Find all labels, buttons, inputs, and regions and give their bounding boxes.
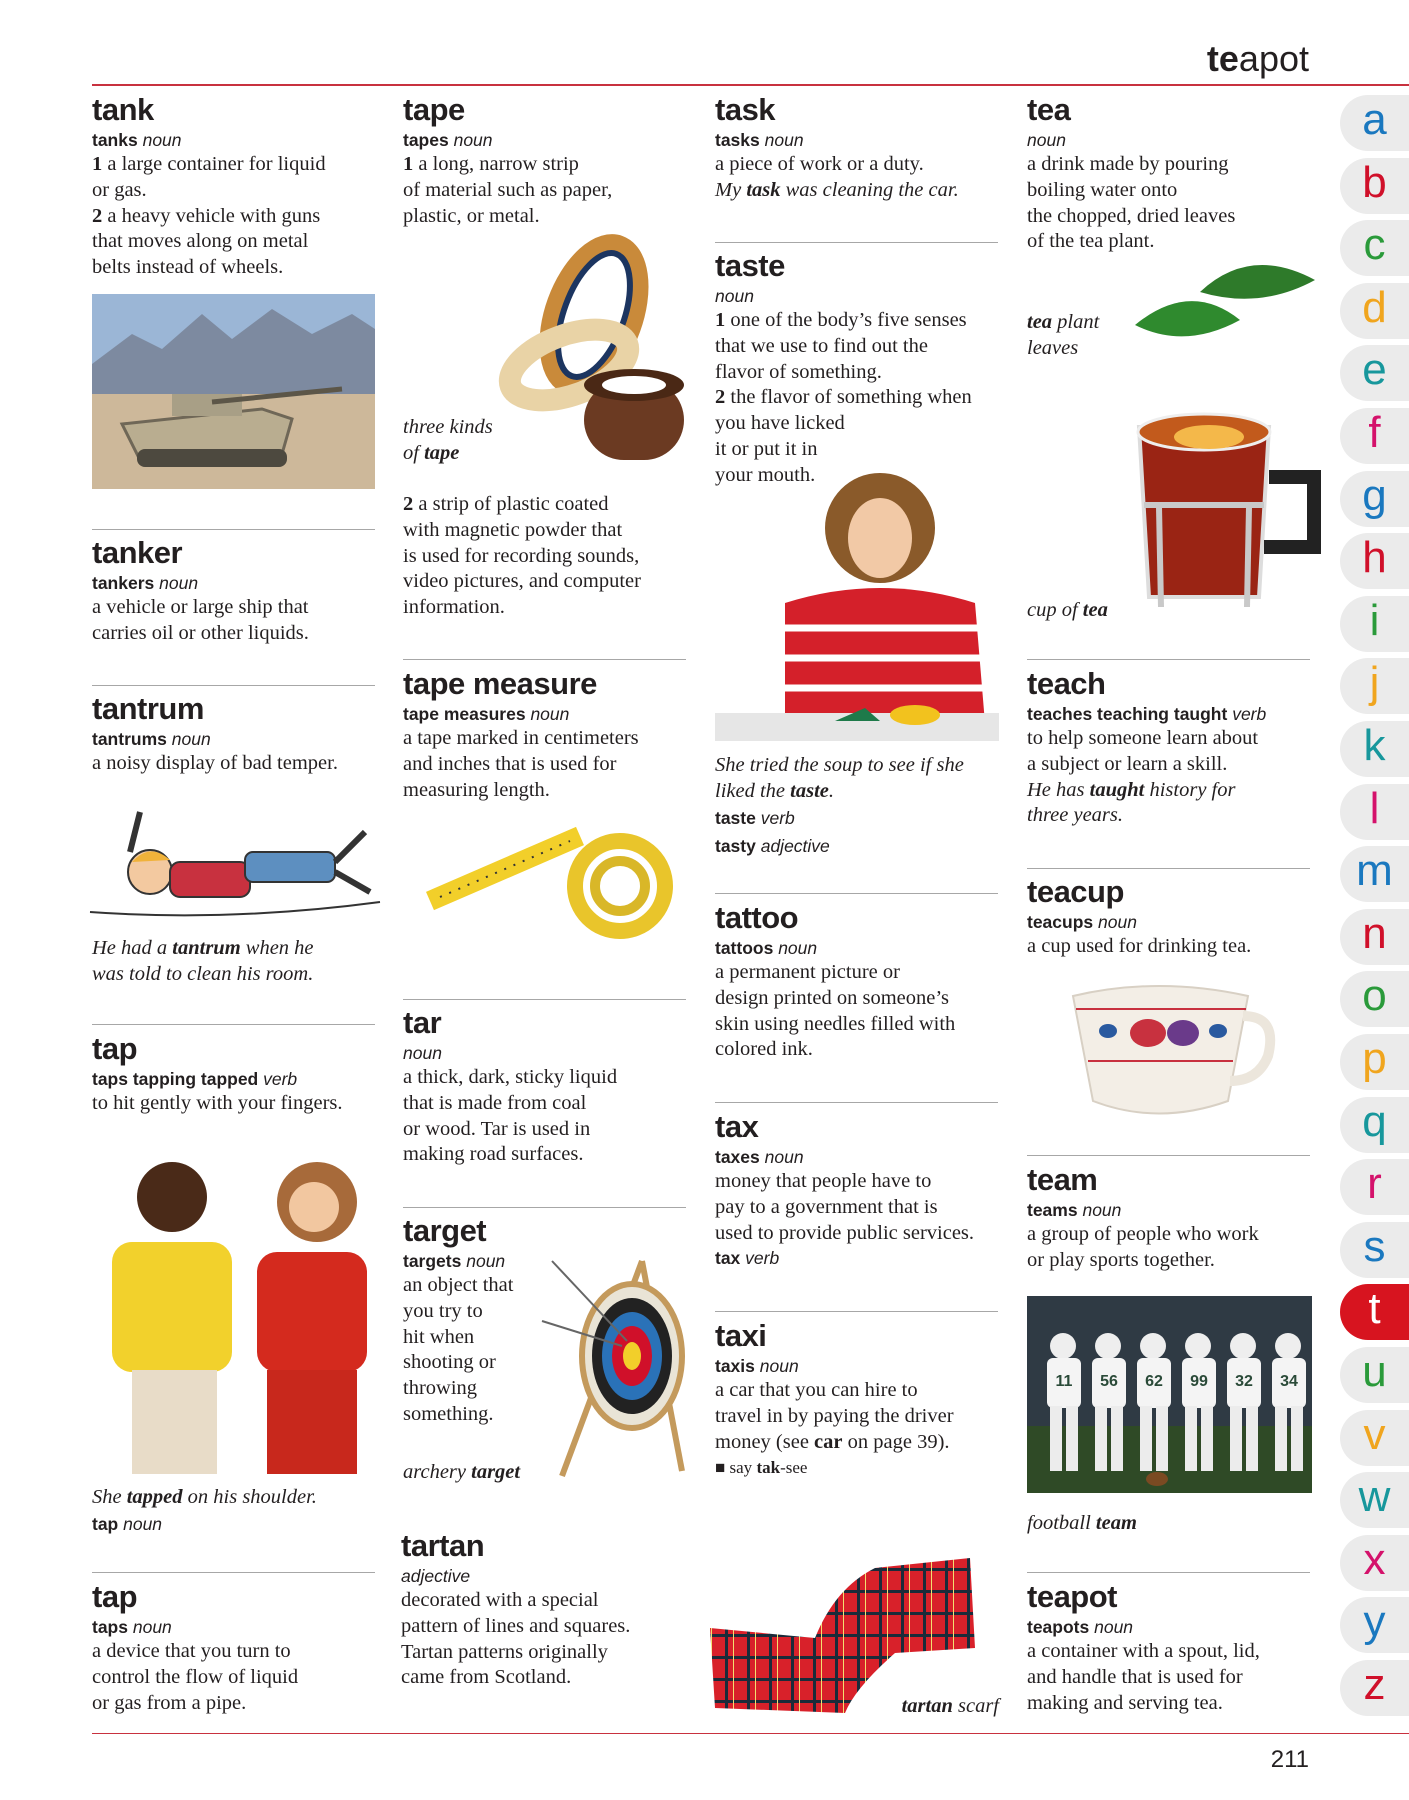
text-segment: tea — [1027, 311, 1053, 333]
inflections — [92, 727, 382, 751]
tap-noun-form — [92, 1512, 162, 1538]
definition — [403, 152, 693, 229]
inflections — [403, 1041, 693, 1065]
tab-letter-o[interactable]: o — [1340, 971, 1409, 1027]
definition — [92, 751, 382, 777]
entry-tape-measure — [403, 666, 693, 803]
text-segment: when he was told to clean his room. — [92, 937, 314, 985]
text-segment: taste — [790, 779, 829, 802]
part-of-speech: noun — [764, 1147, 804, 1167]
text-segment: My — [715, 178, 747, 201]
top-rule — [92, 84, 1409, 86]
guide-word-bold: te — [1206, 38, 1239, 79]
text-segment: a thick, dark, sticky liquid that is made from coal or wood. Tar is used in making road surfaces. — [403, 1066, 618, 1166]
entry-taxi — [715, 1318, 1005, 1481]
text-segment: a permanent picture or design printed on someone’s skin using needles filled with colored ink. — [715, 961, 956, 1061]
measuring-tape-photo — [420, 821, 680, 946]
tab-letter-s[interactable]: s — [1340, 1222, 1409, 1278]
text-segment: She tried the soup to see if she liked the — [715, 754, 964, 802]
divider — [715, 1311, 998, 1312]
definition — [715, 1455, 1005, 1481]
definition — [1027, 1639, 1317, 1716]
text-segment: tea — [1082, 599, 1108, 621]
text-segment: target — [471, 1461, 521, 1483]
definition — [715, 1246, 1005, 1270]
part-of-speech: noun — [715, 286, 754, 306]
text-segment: plant leaves — [1027, 311, 1100, 359]
word-forms: teaches teaching taught — [1027, 704, 1228, 724]
tab-letter-k[interactable]: k — [1340, 721, 1409, 777]
text-segment: tasty — [715, 836, 756, 856]
entry-team — [1027, 1162, 1317, 1274]
headword: tanker — [92, 535, 183, 570]
jersey-number: 62 — [1145, 1373, 1163, 1390]
tape-sense-2 — [403, 492, 641, 621]
text-segment: verb — [755, 808, 795, 828]
part-of-speech: noun — [171, 729, 211, 749]
inflections — [403, 1249, 693, 1273]
entry-teapot — [1027, 1579, 1317, 1716]
tab-letter-x[interactable]: x — [1340, 1535, 1409, 1591]
text-segment: ■ say — [715, 1458, 757, 1478]
text-segment: -see — [780, 1458, 808, 1478]
headword: team — [1027, 1162, 1098, 1197]
inflections — [92, 128, 382, 152]
headword: teach — [1027, 666, 1106, 701]
text-segment: scarf — [952, 1695, 999, 1717]
inflections — [715, 936, 1005, 960]
entry-teach — [1027, 666, 1317, 829]
divider — [715, 1102, 998, 1103]
part-of-speech: noun — [530, 704, 570, 724]
definition — [1027, 934, 1317, 960]
word-forms: tattoos — [715, 938, 774, 958]
text-segment: to help someone learn about a subject or learn a skill. — [1027, 727, 1259, 775]
inflections — [92, 1067, 382, 1091]
divider — [1027, 1155, 1310, 1156]
text-segment: team — [1095, 1512, 1137, 1534]
part-of-speech: noun — [466, 1251, 506, 1271]
inflections — [715, 128, 1005, 152]
inflections — [1027, 702, 1317, 726]
headword: tap — [92, 1579, 137, 1614]
headword: tartan — [401, 1528, 485, 1563]
headword: tape — [403, 92, 465, 127]
text-segment: taste — [715, 808, 756, 828]
page-number: 211 — [1270, 1746, 1309, 1773]
text-segment: a tape marked in centimeters and inches that is used for measuring length. — [403, 727, 639, 801]
text-segment: the flavor of something when you have licked it or put it in your mouth. — [715, 386, 972, 486]
guide-word — [1207, 38, 1309, 80]
word-forms: taps tapping tapped — [92, 1069, 259, 1089]
text-segment: a container with a spout, lid, and handle that is used for making and serving tea. — [1027, 1640, 1260, 1714]
inflections — [401, 1564, 691, 1588]
headword: taste — [715, 248, 785, 283]
text-segment: a drink made by pouring boiling water onto the chopped, dried leaves of the tea plant. — [1027, 153, 1236, 253]
definition — [1027, 778, 1317, 830]
text-segment: tantrum — [172, 937, 241, 959]
text-segment: tap — [92, 1514, 119, 1534]
text-segment: 1 — [403, 153, 414, 175]
text-segment: a strip of plastic coated with magnetic powder that is used for recording sounds, video pictures, and computer information. — [403, 493, 641, 619]
text-segment: a large container for liquid or gas. — [92, 153, 326, 201]
definition — [715, 308, 1005, 385]
team-caption — [1027, 1511, 1137, 1537]
part-of-speech: noun — [453, 130, 493, 150]
divider — [1027, 659, 1310, 660]
inflections — [715, 1354, 1005, 1378]
text-segment: a car that you can hire to travel in by paying the driver money (see — [715, 1379, 954, 1453]
headword: taxi — [715, 1318, 767, 1353]
word-forms: taxes — [715, 1147, 760, 1167]
word-forms: teacups — [1027, 912, 1094, 932]
tab-letter-j[interactable]: j — [1340, 658, 1409, 714]
tea-leaves-photo — [1130, 250, 1330, 360]
bottom-rule — [92, 1733, 1409, 1734]
part-of-speech: noun — [759, 1356, 799, 1376]
headword: teapot — [1027, 1579, 1117, 1614]
text-segment: She — [92, 1486, 127, 1508]
definition — [403, 1065, 693, 1168]
word-forms: tape measures — [403, 704, 526, 724]
part-of-speech: adjective — [401, 1566, 471, 1586]
definition — [92, 1091, 382, 1117]
entry-taste — [715, 248, 1005, 489]
inflections — [715, 284, 1005, 308]
divider — [92, 685, 375, 686]
tab-letter-i[interactable]: i — [1340, 596, 1409, 652]
divider — [715, 242, 998, 243]
headword: tea — [1027, 92, 1071, 127]
tantrum-illustration — [80, 792, 385, 932]
divider — [92, 1024, 375, 1025]
text-segment: an object that you try to hit when shooting or throwing something. — [403, 1274, 514, 1425]
jersey-number: 56 — [1100, 1373, 1118, 1390]
tab-letter-c[interactable]: c — [1340, 220, 1409, 276]
entry-tank — [92, 92, 382, 281]
word-forms: tankers — [92, 573, 155, 593]
definition — [715, 1378, 1005, 1455]
text-segment: football — [1027, 1512, 1096, 1534]
divider — [92, 529, 375, 530]
word-forms: taps — [92, 1617, 128, 1637]
text-segment: tak — [756, 1458, 781, 1478]
cup-of-tea-photo — [1119, 407, 1329, 612]
tab-letter-g[interactable]: g — [1340, 471, 1409, 527]
text-segment: 2 — [92, 204, 103, 227]
tab-letter-y[interactable]: y — [1340, 1597, 1409, 1653]
text-segment: tax — [715, 1248, 741, 1269]
entry-tantrum — [92, 691, 382, 777]
cup-of-tea-caption — [1027, 598, 1108, 624]
headword: tank — [92, 92, 154, 127]
tab-letter-b[interactable]: b — [1340, 158, 1409, 214]
text-segment: He has — [1027, 778, 1090, 801]
girl-tasting-photo — [715, 453, 999, 741]
definition — [715, 152, 1005, 178]
entry-teacup — [1027, 874, 1317, 960]
target-caption — [403, 1460, 520, 1486]
headword: tar — [403, 1005, 442, 1040]
text-segment: on his shoulder. — [182, 1486, 317, 1508]
tap-caption — [92, 1485, 317, 1511]
text-segment: adjective — [755, 836, 830, 856]
divider — [1027, 868, 1310, 869]
tab-letter-r[interactable]: r — [1340, 1159, 1409, 1215]
teacup-photo — [1068, 981, 1278, 1126]
entry-target — [403, 1213, 693, 1428]
divider — [403, 999, 686, 1000]
headword: tap — [92, 1031, 137, 1066]
part-of-speech: noun — [403, 1043, 442, 1063]
tantrum-caption — [92, 936, 314, 988]
entry-tartan — [401, 1528, 691, 1691]
tab-letter-m[interactable]: m — [1340, 846, 1409, 902]
text-segment: cup of — [1027, 599, 1083, 621]
tab-letter-h[interactable]: h — [1340, 533, 1409, 589]
definition — [715, 1169, 1005, 1246]
definition — [1027, 1222, 1317, 1274]
headword: teacup — [1027, 874, 1124, 909]
word-forms: teapots — [1027, 1617, 1090, 1637]
entry-tattoo — [715, 900, 1005, 1063]
part-of-speech: noun — [159, 573, 199, 593]
tab-letter-l[interactable]: l — [1340, 784, 1409, 840]
part-of-speech: verb — [263, 1069, 298, 1089]
text-segment: money that people have to pay to a government that is used to provide public services. — [715, 1170, 975, 1244]
definition — [92, 204, 382, 281]
jersey-number: 34 — [1280, 1373, 1298, 1390]
definition — [92, 152, 382, 204]
headword: tax — [715, 1109, 759, 1144]
part-of-speech: noun — [1094, 1617, 1134, 1637]
headword: tantrum — [92, 691, 204, 726]
text-segment: 1 — [92, 153, 103, 175]
part-of-speech: verb — [1232, 704, 1267, 724]
guide-word-rest: apot — [1238, 38, 1309, 79]
divider — [92, 1572, 375, 1573]
definition — [715, 178, 1005, 204]
football-team-photo — [1027, 1296, 1312, 1493]
text-segment: taught — [1089, 778, 1145, 801]
divider — [715, 893, 998, 894]
divider — [403, 659, 686, 660]
entry-tape — [403, 92, 693, 229]
tab-letter-t[interactable]: t — [1340, 1284, 1409, 1340]
definition — [403, 1273, 693, 1428]
text-segment: to hit gently with your fingers. — [92, 1092, 343, 1114]
text-segment: a piece of work or a duty. — [715, 153, 924, 175]
tab-letter-v[interactable]: v — [1340, 1410, 1409, 1466]
word-forms: tasks — [715, 130, 760, 150]
headword: tape measure — [403, 666, 597, 701]
tartan-caption — [889, 1694, 999, 1720]
definition — [1027, 152, 1317, 255]
headword: target — [403, 1213, 487, 1248]
definition — [1027, 726, 1317, 778]
text-segment: noun — [118, 1514, 163, 1534]
inflections — [403, 702, 693, 726]
word-forms: taxis — [715, 1356, 755, 1376]
part-of-speech: noun — [1082, 1200, 1122, 1220]
definition — [92, 595, 382, 647]
word-forms: targets — [403, 1251, 462, 1271]
entry-tea — [1027, 92, 1317, 255]
text-segment: He had a — [92, 937, 173, 959]
text-segment: tartan — [901, 1695, 953, 1717]
part-of-speech: noun — [1098, 912, 1137, 932]
text-segment: tape — [424, 441, 460, 464]
taste-caption — [715, 753, 964, 805]
part-of-speech: noun — [132, 1617, 172, 1637]
text-segment: a long, narrow strip of material such as paper, plastic, or metal. — [403, 153, 613, 227]
jersey-number: 32 — [1235, 1373, 1253, 1390]
text-segment: three kinds of — [403, 416, 493, 464]
jersey-number: 99 — [1190, 1373, 1208, 1390]
tab-letter-z[interactable]: z — [1340, 1660, 1409, 1716]
tab-letter-n[interactable]: n — [1340, 909, 1409, 965]
text-segment: tapped — [126, 1486, 183, 1508]
definition — [403, 726, 693, 803]
divider — [1027, 1572, 1310, 1573]
part-of-speech: noun — [142, 130, 182, 150]
text-segment: 1 — [715, 309, 726, 331]
jersey-number: 11 — [1055, 1373, 1073, 1390]
text-segment: was cleaning the car. — [780, 178, 959, 201]
tab-letter-e[interactable]: e — [1340, 345, 1409, 401]
taste-verb-form — [715, 806, 795, 832]
text-segment: a heavy vehicle with guns that moves along on metal belts instead of wheels. — [92, 204, 321, 279]
headword: task — [715, 92, 776, 127]
inflections — [1027, 910, 1317, 934]
tab-letter-q[interactable]: q — [1340, 1097, 1409, 1153]
inflections — [1027, 1198, 1317, 1222]
definition — [715, 960, 1005, 1063]
tab-letter-p[interactable]: p — [1340, 1034, 1409, 1090]
text-segment: history for three years. — [1027, 778, 1236, 827]
text-segment: archery — [403, 1461, 472, 1483]
tab-letter-u[interactable]: u — [1340, 1347, 1409, 1403]
tab-letter-f[interactable]: f — [1340, 408, 1409, 464]
inflections — [715, 1145, 1005, 1169]
part-of-speech: noun — [778, 938, 818, 958]
tapping-children-photo — [92, 1142, 375, 1474]
text-segment: a vehicle or large ship that carries oil or other liquids. — [92, 596, 309, 644]
inflections — [403, 128, 693, 152]
tape-caption — [403, 415, 493, 467]
text-segment: one of the body’s five senses that we use to find out the flavor of something. — [715, 309, 967, 383]
headword: tattoo — [715, 900, 799, 935]
text-segment: task — [746, 178, 781, 201]
word-forms: teams — [1027, 1200, 1078, 1220]
tasty-adjective-form — [715, 834, 830, 860]
text-segment: 2 — [715, 386, 726, 409]
tab-letter-a[interactable]: a — [1340, 95, 1409, 151]
word-forms: tanks — [92, 130, 138, 150]
text-segment: a cup used for drinking tea. — [1027, 935, 1252, 957]
text-segment: decorated with a special pattern of lines and squares. Tartan patterns originally came from Scotland. — [401, 1589, 631, 1689]
entry-tanker — [92, 535, 382, 647]
text-segment: verb — [740, 1248, 780, 1269]
entry-tap-noun — [92, 1579, 382, 1716]
definition — [92, 1639, 382, 1716]
entry-tar — [403, 1005, 693, 1168]
text-segment: . — [828, 779, 834, 802]
inflections — [92, 1615, 382, 1639]
text-segment: a group of people who work or play sports together. — [1027, 1223, 1259, 1271]
inflections — [1027, 1615, 1317, 1639]
tea-leaves-caption — [1027, 310, 1099, 362]
part-of-speech: noun — [764, 130, 804, 150]
word-forms: tantrums — [92, 729, 167, 749]
text-segment: car — [814, 1430, 843, 1453]
entry-task — [715, 92, 1005, 204]
text-segment: on page 39). — [842, 1430, 950, 1453]
tab-letter-w[interactable]: w — [1340, 1472, 1409, 1528]
tape-rolls-photo — [494, 230, 694, 475]
tab-letter-d[interactable]: d — [1340, 283, 1409, 339]
definition — [401, 1588, 691, 1691]
text-segment: 2 — [403, 493, 414, 515]
text-segment: a noisy display of bad temper. — [92, 752, 338, 774]
definition — [715, 385, 1005, 488]
text-segment: a device that you turn to control the flow of liquid or gas from a pipe. — [92, 1640, 299, 1714]
entry-tap-verb — [92, 1031, 382, 1117]
tank-photo — [92, 294, 375, 489]
part-of-speech: noun — [1027, 130, 1066, 150]
inflections — [1027, 128, 1317, 152]
divider — [403, 1207, 686, 1208]
inflections — [92, 571, 382, 595]
word-forms: tapes — [403, 130, 449, 150]
entry-tax — [715, 1109, 1005, 1270]
